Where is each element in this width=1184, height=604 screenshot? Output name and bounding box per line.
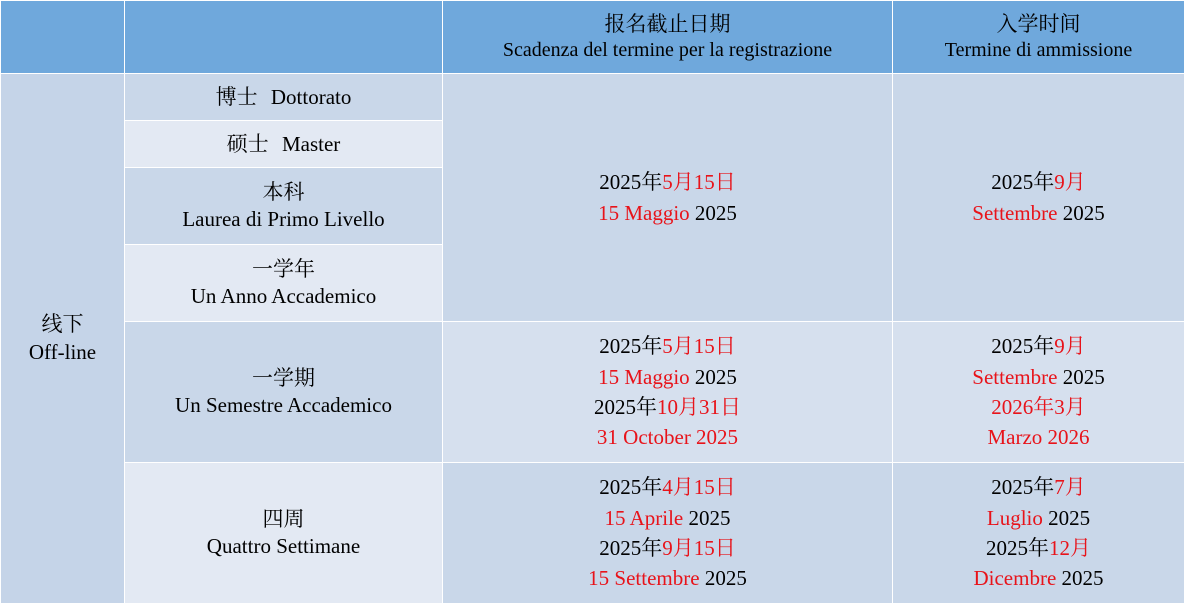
program-semestre-it: Un Semestre Accademico (131, 392, 436, 419)
admission-semestre (893, 322, 1184, 463)
table-row (1, 463, 1184, 604)
deadline-semestre-line-1: 2025年5月15日 (449, 331, 886, 361)
mode-label-it: Off-line (7, 339, 118, 366)
deadline-quattro-settimane-line-3: 2025年9月15日 (449, 533, 886, 563)
program-semestre-cn: 一学期 (131, 365, 436, 392)
header-blank-program (125, 1, 443, 74)
deadline-quattro-settimane (443, 463, 893, 604)
deadline-semestre-line-4: 31 October 2025 (449, 422, 886, 452)
admission-semestre-line-2: Settembre 2025 (899, 362, 1178, 392)
deadline-semestre (443, 322, 893, 463)
program-quattro-settimane-it: Quattro Settimane (131, 533, 436, 560)
admission-merged-top (893, 74, 1184, 322)
admission-quattro-settimane-line-3: 2025年12月 (899, 533, 1178, 563)
program-anno-accademico-cn: 一学年 (131, 256, 436, 283)
mode-offline-cell (1, 74, 125, 604)
program-anno-accademico-it: Un Anno Accademico (131, 283, 436, 310)
program-laurea-it: Laurea di Primo Livello (131, 206, 436, 233)
deadline-quattro-settimane-line-2: 15 Aprile 2025 (449, 503, 886, 533)
header-deadline-cn: 报名截止日期 (449, 11, 886, 37)
admission-quattro-settimane-line-4: Dicembre 2025 (899, 563, 1178, 593)
program-master-it: Master (282, 132, 340, 156)
admission-semestre-line-1: 2025年9月 (899, 331, 1178, 361)
header-blank-mode (1, 1, 125, 74)
program-dottorato-it: Dottorato (271, 85, 351, 109)
admission-merged-line-1: 2025年9月 (899, 167, 1178, 197)
table-row (1, 322, 1184, 463)
admission-quattro-settimane (893, 463, 1184, 604)
header-deadline (443, 1, 893, 74)
program-dottorato (125, 74, 443, 121)
program-anno-accademico (125, 245, 443, 322)
deadline-semestre-line-3: 2025年10月31日 (449, 392, 886, 422)
admission-quattro-settimane-line-2: Luglio 2025 (899, 503, 1178, 533)
admission-quattro-settimane-line-1: 2025年7月 (899, 472, 1178, 502)
program-quattro-settimane-cn: 四周 (131, 506, 436, 533)
admission-semestre-line-3: 2026年3月 (899, 392, 1178, 422)
deadline-merged-top (443, 74, 893, 322)
program-laurea (125, 168, 443, 245)
deadline-quattro-settimane-line-1: 2025年4月15日 (449, 472, 886, 502)
table-header-row (1, 1, 1184, 74)
deadline-semestre-line-2: 15 Maggio 2025 (449, 362, 886, 392)
header-admission (893, 1, 1184, 74)
program-semestre (125, 322, 443, 463)
header-admission-it: Termine di ammissione (899, 38, 1178, 63)
program-laurea-cn: 本科 (131, 179, 436, 206)
deadline-merged-line-1: 2025年5月15日 (449, 167, 886, 197)
header-admission-cn: 入学时间 (899, 11, 1178, 37)
program-dottorato-cn: 博士 (216, 85, 258, 109)
mode-label-cn: 线下 (7, 311, 118, 338)
program-master (125, 121, 443, 168)
deadline-quattro-settimane-line-4: 15 Settembre 2025 (449, 563, 886, 593)
table-row (1, 74, 1184, 121)
admission-merged-line-2: Settembre 2025 (899, 198, 1178, 228)
deadline-merged-line-2: 15 Maggio 2025 (449, 198, 886, 228)
program-master-cn: 硕士 (227, 132, 269, 156)
admission-semestre-line-4: Marzo 2026 (899, 422, 1178, 452)
program-quattro-settimane (125, 463, 443, 604)
header-deadline-it: Scadenza del termine per la registrazione (449, 38, 886, 63)
